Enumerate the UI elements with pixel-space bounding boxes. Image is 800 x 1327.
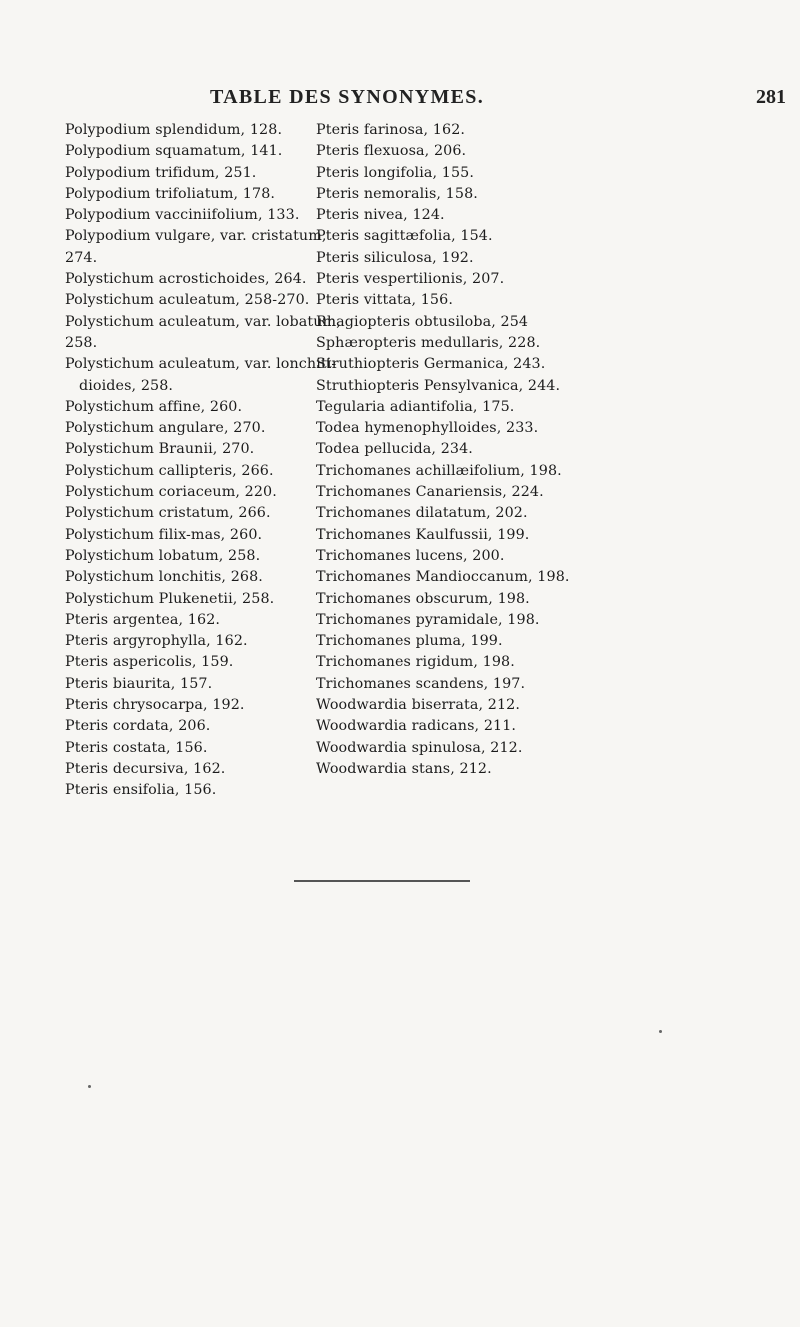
index-entry: Trichomanes Canariensis, 224.: [316, 484, 544, 501]
index-entry: Pteris longifolia, 155.: [316, 164, 475, 181]
index-entry: Pteris decursiva, 162.: [65, 760, 226, 777]
index-entry: Pteris aspericolis, 159.: [65, 654, 234, 671]
index-entry: Pteris biaurita, 157.: [65, 675, 213, 692]
index-entry: Polypodium squamatum, 141.: [65, 143, 283, 160]
index-entry: Pteris ensifolia, 156.: [65, 782, 217, 799]
index-entry: Polypodium trifidum, 251.: [65, 164, 257, 181]
index-entry: Polystichum aculeatum, 258-270.: [65, 292, 310, 309]
index-entry-continuation: 274.: [65, 249, 98, 266]
index-entry: Polypodium vulgare, var. cristatum,: [65, 228, 327, 245]
index-entry: Trichomanes scandens, 197.: [316, 675, 526, 692]
index-entry: Trichomanes lucens, 200.: [316, 547, 505, 564]
index-entry: Polystichum Plukenetii, 258.: [65, 590, 275, 607]
index-entry: Pteris chrysocarpa, 192.: [65, 697, 245, 714]
index-entry: Pteris flexuosa, 206.: [316, 143, 467, 160]
index-entry: Struthiopteris Pensylvanica, 244.: [316, 377, 561, 394]
index-entry: Polystichum acrostichoides, 264.: [65, 271, 307, 288]
page-header: [0, 86, 800, 116]
index-entry: Pteris argentea, 162.: [65, 611, 221, 628]
index-entry: Polypodium splendidum, 128.: [65, 122, 283, 138]
index-column-right: [316, 120, 776, 780]
index-entry: Pteris costata, 156.: [65, 739, 208, 756]
index-entry: Polystichum aculeatum, var. lobatum,: [65, 313, 341, 330]
index-entry: Trichomanes pyramidale, 198.: [316, 611, 540, 628]
index-entry: Polystichum lonchitis, 268.: [65, 569, 263, 586]
index-entry: Pteris cordata, 206.: [65, 718, 211, 735]
index-entry: Pteris farinosa, 162.: [316, 122, 466, 138]
index-entry: Pteris vespertilionis, 207.: [316, 271, 505, 288]
index-entry: Polystichum callipteris, 266.: [65, 462, 274, 479]
index-entry: Trichomanes achillæifolium, 198.: [316, 462, 562, 479]
index-entry: Polystichum filix-mas, 260.: [65, 526, 263, 543]
index-entry: Polystichum aculeatum, var. lonchiti-: [65, 356, 337, 373]
index-entry: Polystichum cristatum, 266.: [65, 505, 271, 522]
index-entry: Pteris argyrophylla, 162.: [65, 633, 248, 650]
index-entry: Polystichum angulare, 270.: [65, 420, 266, 437]
index-entry: Polystichum lobatum, 258.: [65, 547, 261, 564]
index-entry: Pteris sagittæfolia, 154.: [316, 228, 493, 245]
index-entry: Sphæropteris medullaris, 228.: [316, 334, 541, 351]
index-entry: Polystichum coriaceum, 220.: [65, 484, 277, 501]
index-entry: Todea hymenophylloides, 233.: [316, 420, 539, 437]
index-entry: Polystichum Braunii, 270.: [65, 441, 255, 458]
index-entry: Woodwardia biserrata, 212.: [316, 697, 520, 714]
index-entry: Tegularia adiantifolia, 175.: [316, 398, 515, 415]
index-entry: Pteris nivea, 124.: [316, 207, 445, 224]
index-entry: Trichomanes dilatatum, 202.: [316, 505, 528, 522]
index-entry: Trichomanes obscurum, 198.: [316, 590, 530, 607]
index-entry: Trichomanes rigidum, 198.: [316, 654, 515, 671]
index-entry: Polypodium vacciniifolium, 133.: [65, 207, 300, 224]
index-entry: Trichomanes pluma, 199.: [316, 633, 503, 650]
paper-speck: [88, 1085, 91, 1088]
index-entry: Pteris vittata, 156.: [316, 292, 453, 309]
index-entry: Woodwardia spinulosa, 212.: [316, 739, 523, 756]
index-entry: Woodwardia stans, 212.: [316, 760, 492, 777]
index-entry-continuation: dioides, 258.: [79, 377, 174, 394]
index-entry: Rhagiopteris obtusiloba, 254: [316, 313, 529, 330]
index-entry: Pteris siliculosa, 192.: [316, 249, 474, 266]
running-title: TABLE DES SYNONYMES.: [210, 86, 485, 108]
index-entry: Todea pellucida, 234.: [316, 441, 473, 458]
index-entry: Trichomanes Mandioccanum, 198.: [316, 569, 570, 586]
closing-rule: [294, 880, 470, 882]
index-entry: Struthiopteris Germanica, 243.: [316, 356, 546, 373]
page-number: 281: [756, 86, 786, 108]
index-column-left: [65, 120, 341, 802]
index-entry-continuation: 258.: [65, 334, 98, 351]
index-entry: Trichomanes Kaulfussii, 199.: [316, 526, 530, 543]
paper-speck: [659, 1030, 662, 1033]
index-entry: Polypodium trifoliatum, 178.: [65, 185, 276, 202]
index-entry: Woodwardia radicans, 211.: [316, 718, 517, 735]
index-entry: Pteris nemoralis, 158.: [316, 185, 478, 202]
index-entry: Polystichum affine, 260.: [65, 398, 243, 415]
